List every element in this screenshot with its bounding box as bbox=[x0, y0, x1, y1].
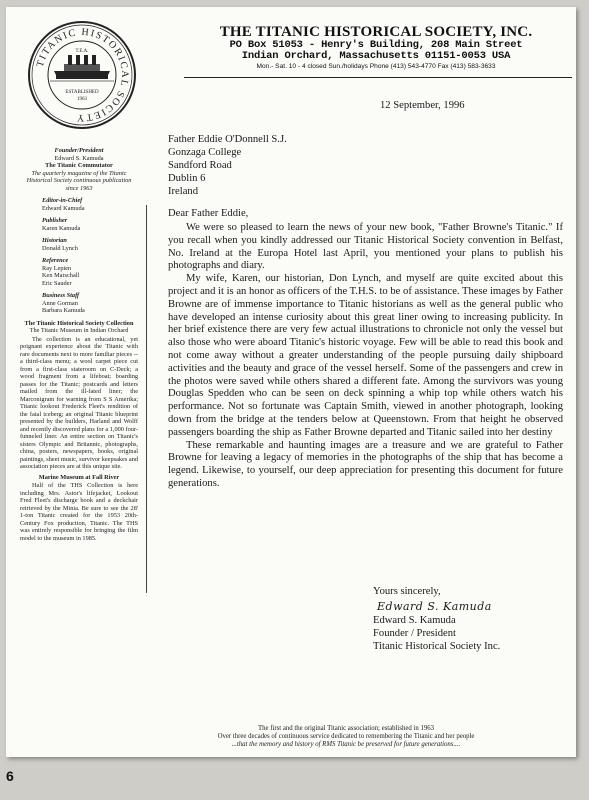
paragraph: We were so pleased to learn the news of your new book, "Father Browne's Titanic." If you recall when you kindly addressed our Titanic Historical Society convention in Belfast, No. Ireland at the Europa Hotel last April, you mentioned your plans to publish his photographs and diary. bbox=[168, 222, 563, 272]
recipient-line: Gonzaga College bbox=[168, 147, 242, 158]
signer-title: Founder / President bbox=[373, 628, 456, 639]
closing-block bbox=[373, 585, 500, 653]
sidebar-divider bbox=[146, 205, 147, 593]
marine-heading bbox=[20, 474, 138, 482]
editor-name: Edward Kamuda bbox=[42, 204, 85, 212]
letterhead-address-line1: PO Box 51053 - Henry's Building, 208 Main Street bbox=[229, 39, 523, 51]
editor-block bbox=[20, 197, 138, 212]
staff-name: Anne Gorman bbox=[42, 299, 78, 307]
reference-name: Eric Sauder bbox=[42, 279, 72, 287]
letter-date: 12 September, 1996 bbox=[380, 100, 465, 111]
publisher-name: Karen Kamuda bbox=[42, 224, 81, 232]
seal-ring-text: TITANIC HISTORICAL SOCIETY bbox=[34, 26, 131, 124]
staff-name: Barbara Kamuda bbox=[42, 307, 85, 314]
signer-org: Titanic Historical Society Inc. bbox=[373, 641, 501, 652]
society-seal bbox=[26, 19, 138, 131]
staff-label: Business Staff bbox=[42, 292, 80, 299]
marine-text: Half of the THS Collection is here including Mrs. Astor's lifejacket, Lookout Fred Fleet's discharge book and a deckchair retrieved by the Minia. Be sure to see the 28' 1-ton Titanic created for the 1953 20th-Century Fox production, Titanic. The THS was entirely responsible for bringing the film model to the museum in 1985. bbox=[20, 482, 138, 542]
museum-subtitle: The Titanic Museum in Indian Orchard bbox=[29, 327, 129, 334]
founder-name: Edward S. Kamuda bbox=[54, 154, 104, 162]
paragraph: My wife, Karen, our historian, Don Lynch, and myself are quite excited about this project and it is an honor as officers of the T.H.S. to be of assistance. These images by Father Browne are of immense importance to Titanic historians as well as the general public who have developed an intense curiosity about this great liner owing to increasing publicity. In her brief existence there are very few actual illustrations to chronicle not only the vessel but also those who were aboard Titanic's historic voyage. Few will be able to read this book and not come away without a greater understanding of the people pursuing daily shipboard activities and the beauty and grace of the vessel herself. Some of the passengers and crew in the photos were saved while others shared a different fate. Among the survivors was young Douglas Spedden who can be seen on deck spinning a whip top while others watch his performance. Not so fortunate was Captain Smith, viewed in another photograph, looking down from the bridge at the tenders below at Queenstown. From that height he observed passengers boarding the ship as Father Browne departed and Titanic sailed into her destiny bbox=[168, 273, 563, 438]
recipient-line: Father Eddie O'Donnell S.J. bbox=[168, 134, 287, 145]
collection-text: The collection is an educational, yet poignant experience about the Titanic with rare documents next to more familiar pieces -- a third-class menu; a wool carpet piece cut from a first-class stateroom on C-Deck; a wood fragment from a lifeboat; boarding passes for the Titanic; postcards and letters mailed from the ill-fated liner; the Marconigram for warning from S S Amerika; Titanic lookout Frederick Fleet's rendition of the fatal iceberg; an original Titanic blueprint presented by the builders, Harland and Wolff and recently discovered plans for a 1,000 four-funneled liner. An entire section on Titanic's sisters Olympic and Britannic, photographs, china, posters, newspapers, books, original paintings, sheet music, survivor keepsakes and association pieces are at this unique site. bbox=[20, 335, 138, 470]
marine-title: Marine Museum at Fall River bbox=[38, 473, 120, 481]
footer-line1: The first and the original Titanic association; established in 1963 bbox=[257, 725, 435, 732]
letter-paragraphs bbox=[168, 222, 563, 491]
historian-name: Donald Lynch bbox=[42, 244, 78, 252]
reference-name: Ray Lepien bbox=[42, 264, 72, 272]
publisher-label: Publisher bbox=[42, 217, 68, 224]
historian-label: Historian bbox=[42, 237, 67, 244]
reference-block bbox=[20, 257, 138, 287]
founder-block bbox=[20, 147, 138, 192]
letterhead-hours: Mon.- Sat. 10 - 4 closed Sun./holidays Phone (413) 543-4770 Fax (413) 583-3633 bbox=[256, 63, 496, 70]
page-number: 6 bbox=[6, 768, 14, 784]
footer bbox=[136, 725, 556, 749]
closing: Yours sincerely, bbox=[373, 586, 441, 597]
collection-heading bbox=[20, 320, 138, 335]
recipient-line: Ireland bbox=[168, 186, 198, 197]
commutator-desc: The quarterly magazine of the Titanic Historical Society continuous publication since 1963 bbox=[26, 169, 132, 192]
historian-block bbox=[20, 237, 138, 252]
seal-ship-name: T.E.A. bbox=[75, 49, 89, 54]
letter-page bbox=[6, 7, 576, 757]
letterhead-rule bbox=[184, 77, 572, 78]
collection-title: The Titanic Historical Society Collection bbox=[24, 319, 134, 327]
letterhead-org: THE TITANIC HISTORICAL SOCIETY, INC. bbox=[219, 24, 533, 40]
reference-name: Ken Marschall bbox=[42, 272, 80, 279]
staff-block bbox=[20, 292, 138, 315]
letterhead bbox=[181, 25, 571, 72]
paragraph: These remarkable and haunting images are a treasure and we are grateful to Father Browne for leaving a legacy of memories in the photographs of the ship that has become a legend. Likewise, to yourself, our deep appreciation for presenting this document for future generations. bbox=[168, 439, 563, 489]
signature: Edward S. Kamuda bbox=[377, 600, 492, 613]
recipient-line: Sandford Road bbox=[168, 160, 232, 171]
salutation: Dear Father Eddie, bbox=[168, 208, 249, 219]
signer-name: Edward S. Kamuda bbox=[373, 615, 456, 626]
seal-year: 1963 bbox=[77, 97, 87, 102]
recipient-line: Dublin 6 bbox=[168, 173, 206, 184]
seal-graphic bbox=[26, 19, 138, 131]
footer-line2: Over three decades of continuous service dedicated to remembering the Titanic and her people bbox=[217, 733, 475, 740]
reference-label: Reference bbox=[42, 257, 69, 264]
commutator-title: The Titanic Commutator bbox=[45, 162, 113, 169]
letterhead-address-line2: Indian Orchard, Massachusetts 01151-0053 USA bbox=[241, 50, 511, 62]
sidebar bbox=[20, 147, 138, 545]
publisher-block bbox=[20, 217, 138, 232]
editor-label: Editor-in-Chief bbox=[42, 197, 83, 204]
founder-label: Founder/President bbox=[54, 147, 104, 154]
recipient-address bbox=[168, 133, 287, 198]
seal-established: ESTABLISHED bbox=[65, 90, 99, 95]
footer-line3: ...that the memory and history of RMS Titanic be preserved for future generations.... bbox=[231, 741, 461, 748]
